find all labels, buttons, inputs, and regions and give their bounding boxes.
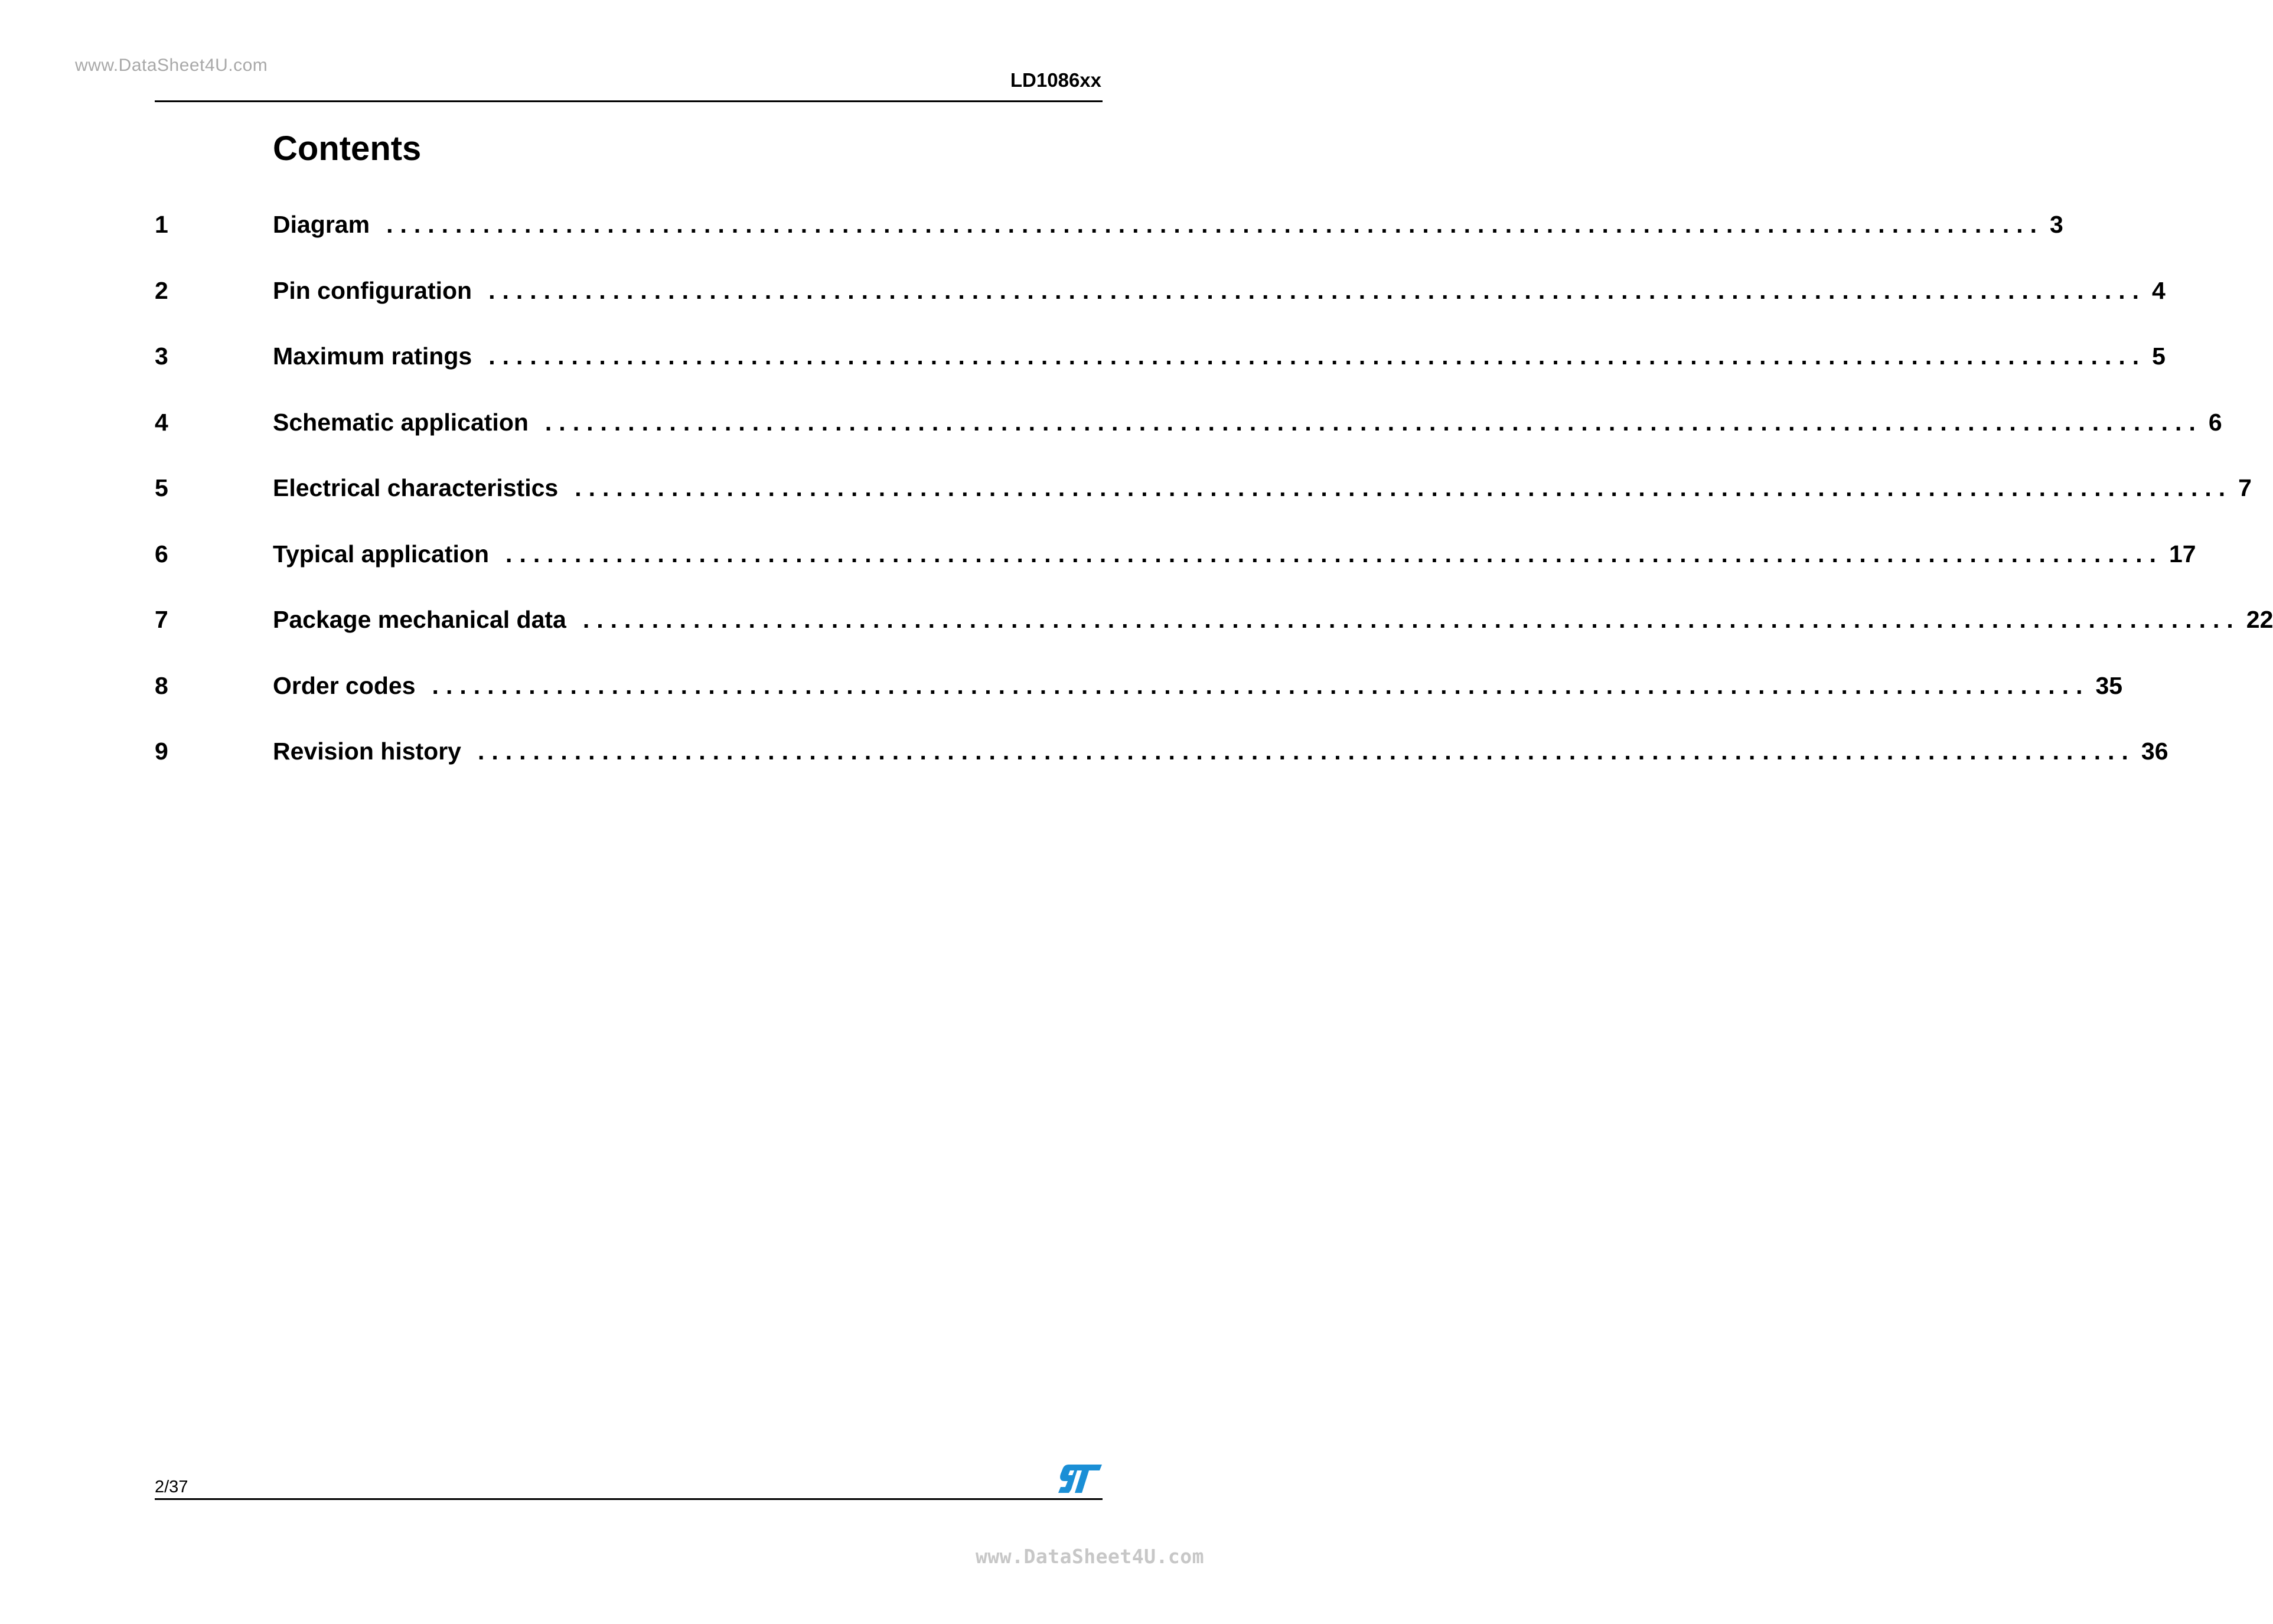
toc-entry-number: 3 bbox=[155, 343, 168, 370]
toc-entry-title[interactable]: Electrical characteristics bbox=[273, 474, 559, 501]
toc-entry-number: 5 bbox=[155, 474, 168, 501]
toc-dot-leader: ........................................................................................................................ bbox=[488, 343, 2147, 370]
toc-entry[interactable] bbox=[155, 603, 2273, 669]
toc-entry-page[interactable]: 36 bbox=[2141, 738, 2168, 765]
toc-entry[interactable] bbox=[155, 340, 2166, 406]
watermark-top: www.DataSheet4U.com bbox=[75, 56, 268, 75]
toc-entry-page[interactable]: 35 bbox=[2095, 671, 2123, 699]
table-of-contents bbox=[155, 208, 2273, 801]
toc-entry-title[interactable]: Typical application bbox=[273, 540, 490, 568]
toc-entry-number: 1 bbox=[155, 211, 168, 238]
toc-entry-page[interactable]: 17 bbox=[2168, 540, 2196, 568]
header-rule bbox=[155, 100, 1103, 102]
toc-entry[interactable] bbox=[155, 208, 2063, 274]
toc-entry[interactable] bbox=[155, 471, 2252, 537]
toc-entry-title[interactable]: Diagram bbox=[273, 211, 370, 238]
toc-entry-page[interactable]: 5 bbox=[2152, 343, 2166, 370]
toc-dot-leader: ........................................................................................................................ bbox=[575, 474, 2233, 501]
toc-entry[interactable] bbox=[155, 735, 2168, 801]
toc-dot-leader: ........................................................................................................................ bbox=[544, 408, 2203, 436]
toc-dot-leader: ........................................................................................................................ bbox=[477, 738, 2135, 765]
watermark-bottom: www.DataSheet4U.com bbox=[976, 1545, 1204, 1568]
document-code: LD1086xx bbox=[1010, 69, 1101, 91]
toc-entry-number: 8 bbox=[155, 671, 168, 699]
toc-entry-number: 2 bbox=[155, 276, 168, 304]
toc-entry-title[interactable]: Order codes bbox=[273, 671, 416, 699]
toc-entry[interactable] bbox=[155, 274, 2166, 340]
toc-dot-leader: ........................................................................................................................ bbox=[582, 606, 2241, 633]
contents-title: Contents bbox=[273, 129, 422, 168]
toc-entry[interactable] bbox=[155, 406, 2222, 472]
toc-dot-leader: ........................................................................................................................ bbox=[386, 211, 2044, 238]
toc-dot-leader: ........................................................................................................................ bbox=[506, 540, 2163, 568]
toc-entry-number: 4 bbox=[155, 408, 168, 436]
toc-entry-title[interactable]: Revision history bbox=[273, 738, 461, 765]
toc-entry-title[interactable]: Pin configuration bbox=[273, 276, 472, 304]
toc-entry[interactable] bbox=[155, 669, 2123, 735]
toc-dot-leader: ........................................................................................................................ bbox=[488, 276, 2147, 304]
toc-entry-number: 7 bbox=[155, 606, 168, 633]
toc-entry-page[interactable]: 3 bbox=[2050, 211, 2063, 238]
footer-rule bbox=[155, 1498, 1103, 1500]
toc-entry-number: 9 bbox=[155, 738, 168, 765]
toc-entry-page[interactable]: 7 bbox=[2238, 474, 2252, 501]
toc-entry-title[interactable]: Maximum ratings bbox=[273, 343, 472, 370]
toc-entry-page[interactable]: 22 bbox=[2246, 606, 2273, 633]
toc-dot-leader: ........................................................................................................................ bbox=[432, 671, 2090, 699]
toc-entry-title[interactable]: Package mechanical data bbox=[273, 606, 566, 633]
toc-entry-number: 6 bbox=[155, 540, 168, 568]
toc-entry[interactable] bbox=[155, 537, 2196, 604]
st-logo-icon bbox=[1057, 1463, 1103, 1494]
toc-entry-page[interactable]: 6 bbox=[2208, 408, 2222, 436]
page-number: 2/37 bbox=[155, 1478, 188, 1496]
toc-entry-page[interactable]: 4 bbox=[2152, 276, 2166, 304]
toc-entry-title[interactable]: Schematic application bbox=[273, 408, 529, 436]
